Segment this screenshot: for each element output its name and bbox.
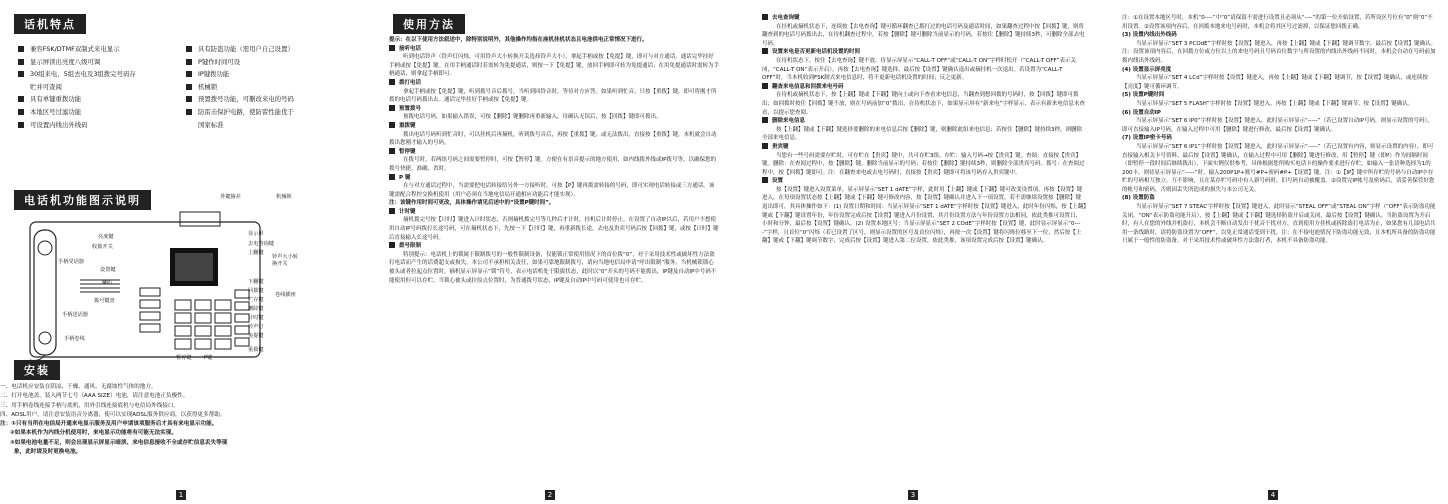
- section-head: (3) 设置内线出外线码: [1122, 32, 1177, 39]
- install-note: 注：①只有当所在电信局开通来电显示服务及用户申请该项服务后才具有来电显示功能。: [0, 421, 218, 428]
- label-speaker: 喇叭: [102, 280, 113, 286]
- features-left-list: [18, 43, 136, 131]
- section-body: 按【设置】键进入设置菜单，显示屏显示“SET 1 dATE”字样，此时用【上翻】键或【下翻】键可改变设置项，再按【设置】键进入，在每项设置状态按【上翻】键或【下翻】键可修改内容，按【设置】键确认并进入下一项设置，若不需继续设置按【删除】键退出即可，其具体操作如下：(1) 设置日期和时间：当显示屏显示“SET 1 dATE”字样时按【设置】键进入，此时年份闪烁，按【上翻】键或【下翻】键设置年份，年份设置完成后按【设置】键进入月份设置，其月份设置方法与年份设置方法相同，依此类推可设置日、小时和分钟，最后按【设置】键确认。(2) 设置本地区号：当显示屏显示“SET 2 COdE”字样时按【设置】键，此时显示屏显示“0----”字样，且首位“0”闪烁（若已设置了区号，则显示设置的区号及首位闪烁），再按一次【设置】键将闪烁位移至下一位，然后按【上翻】键或【下翻】键调节数字，完成后按【设置】键进入第二位设置，依此类推，该项设置完成后按【设置】键确认。: [762, 186, 1086, 245]
- label-dial-keys: 拨号键盘: [94, 298, 115, 304]
- label-store-key: 收拨开关: [92, 244, 113, 250]
- section-body: 当显示屏显示“SET 6 IP1”字样时按【设置】键进入，此时显示屏显示“-----”（若已设置有内容，则显示设置的内容），即可直接输入相关卡号资料，最后按【设置】键确认，在输入过程中可用【删除】键进行修改，用【暂停】键（即P）作为间隔时间（即暂停一段时间后继续拨出），下面实例仅供参考，具体根据您所购买电话卡的操作要求进行存贮。如输入一张语种选择为1的200卡，则待显示屏显示“-----”时，输入200P1P+账号#P+密码#P+【设置】键。注：①【IP】键中所存贮的号码与自动IP中存贮的号码相互独立，互不影响，且在某存贮号码中有人新号码时，旧号码自动被覆盖。②设置完IP帐号及密码后，请妥善保管好您的帐号和密码，否则因丢失所造成的损失与本公司无关。: [1122, 143, 1435, 193]
- section-body: 当显示屏显示“SET 6 IP0”字样时按【设置】键进入，此时显示屏显示“-----”（若已设置自动IP号码，则显示设置的号码），即可直接输入IP号码，在输入过程中可用【删除】键进行修改，最后按【设置】键确认。: [1122, 118, 1433, 133]
- section-head: 拨打电话: [389, 79, 719, 88]
- label-delete-key: 删除键: [248, 306, 264, 312]
- section-body: 预拨电话号码，如果输入错误，可按【删除】键删除再重新输入，待确认无误后，按【回拨】键即可拨出。: [403, 114, 662, 121]
- feature-item: 可设置内线出外线码: [18, 119, 136, 132]
- page-number: 3: [908, 490, 918, 500]
- label-cord: 手柄卷线: [64, 336, 85, 342]
- usage-intro: 提示：在以下使用方法叙述中，除特别说明外，其他操作均指在座机挂机状态且电池供电正常情况下进行。: [389, 37, 648, 43]
- label-recall-key: 回拨键: [248, 288, 264, 294]
- label-screen: 显示屏: [248, 231, 264, 237]
- label-hands-free: 手柄送话器: [62, 312, 88, 318]
- page-number: 1: [176, 490, 186, 500]
- section-head: 预置拨号: [389, 105, 719, 114]
- area-code-notes: 注：①在设置本地区号时，本机“0----”中“0”请保留不需进行设置且必须从“----”的第一位开始设置，若所设区号位有“0”则“0”不用设置。②设置该项内容后，在回拨本地来电号码时，本机会将其区号过滤掉，以保证您回拨正确。: [1122, 15, 1433, 30]
- handset: [34, 230, 56, 355]
- section-body: 摘机拨完号按【计时】键进入计时状态，否则摘机拨完号等几秒后才计时，挂机后计时停止。在设置了自动IP以后，若用户不想使用自动IP号码拨打长途号码，可在摘机状态下，先按一下【计时】键，再重新拨长途，去电及贵宾号码后按【回拨】键，或按【计时】键后直接输入长途号码。: [389, 217, 719, 241]
- section-head: 去电查询键: [762, 14, 1086, 23]
- keypad: [175, 300, 231, 349]
- section-head: (5) 设置P键时间: [1122, 92, 1165, 99]
- section-head: 设置: [762, 177, 1086, 186]
- label-set-key: 设置键: [100, 267, 116, 273]
- section-head: 设置来电是否更新电话机设置的时间: [762, 48, 1086, 57]
- page-number: 4: [1268, 490, 1278, 500]
- label-lock: 机械锁: [276, 194, 292, 200]
- page-number: 2: [545, 490, 555, 500]
- section-head: (8) 设置防盗: [1122, 195, 1155, 202]
- feature-item: 显示屏读出亮度八级可调: [18, 56, 136, 69]
- section-head: 翻查来电信息和回拨来电号码: [762, 83, 1086, 92]
- feature-item: 30组来电、5组去电及3组拨完号码存: [18, 68, 136, 81]
- page-3: [758, 0, 1088, 504]
- mechanical-lock: [180, 212, 220, 226]
- label-timer-key: 计时键: [248, 315, 264, 321]
- section-body: 在待机状态下，按住【去电查询】键不放，待显示屏显示“CALL-T OFF”或“CALL-T ON”字样时松开（“CALL-T OFF”表示关闭，“CALL-T ON”表示开启），再按【去电查询】键选择，最后按【设置】键确认退出或摘挂机一次退出。若设置为“CALL-T OFF”时，当本机收到FSK制式来电信息时，将不更新电话机设置的时间；反之更新。: [762, 57, 1077, 82]
- install-line: 二、打开电池盖，装入两节七号（AAA SIZE）电池，请注意电池正负极性。: [0, 393, 189, 400]
- page4-body: [1122, 14, 1438, 246]
- install-text: [0, 383, 360, 457]
- section-head: 计时键: [389, 208, 719, 217]
- label-redial: 重拨键: [248, 347, 264, 353]
- section-body: 特别提示：电话机上的锁属于限制拨号的一般性限制设备，仅能锁正常使用情况下的首位拨“0”，对于采用技术性或破坏性方法盗打电话而产生的话费超支或损失，本公司不承担相关责任，如果可靠地限制拨号，请向当地电信局申请“呼出限制”服务。当机械锁锁心被头或者拉起点位置时，摘机显示屏显示“锁”符号，表示电话机处于限拔状态，此时以“0”开头的号码不能拨出，IP键及自动IP中号码不能使用但可以存贮。当锁心被头或拉原点位置时，为普通拨号状态，IP键及自动IP中号码可使用也可存贮。: [389, 251, 717, 284]
- label-pause-key: 暂停键: [176, 355, 192, 361]
- feature-item: 具有防盗功能（需用户自己设置）: [186, 43, 294, 56]
- section-head: 删除来电信息: [762, 117, 1086, 126]
- feature-item: 具有单键重拨功能: [18, 93, 136, 106]
- label-store2: 贮存键: [248, 297, 264, 303]
- section-body: 在待机或摘机状态下，按【上翻】键或【下翻】键向上或向下查看来电信息，当翻查到想回拨的号码时，按【回拨】键即可拨出；如回拨时按住【回拨】键不放，则在号码前加“0”拨出，在待机状态下，如果显示屏有“新来电”字样显示，表示有新来电信息未查看，以提示您查阅。: [762, 92, 1085, 116]
- feature-item: IP键拨功能: [186, 68, 294, 81]
- label-up-key: 上翻键: [248, 250, 264, 256]
- page3-body: [762, 14, 1086, 246]
- section-body: 当您有一些号码需要存贮时，可存贮在【贵宾】键中，共可存贮3组。存贮：输入号码→按【贵宾】键。查阅：直接按【贵宾】键。删除：在查阅过程中，按【删除】键，删除当前显示的号码；若按住【删除】键持续3秒，则删除全部贵宾号码。拨号：在查阅过程中，按【回拨】键即可。注：在翻查来电或去电号码时，直接按【贵宾】键即可将该号码存入贵宾键中。: [762, 152, 1085, 176]
- speaker-grille: [80, 280, 120, 292]
- features-title: 话机特点: [14, 14, 86, 34]
- feature-item: P键作时间可设: [186, 56, 294, 69]
- section-head: 暂停键: [389, 148, 719, 157]
- install-line: 四、ADSL用户，请注意安装语音分离器，使可以实现ADSL服务供应商，以获得更多帮助。: [0, 411, 226, 418]
- section-body: 当显示屏显示“SET 7 STEAL”字样时按【设置】键进入，此时显示“STEAL OFF”或“STEAL ON”字样（“OFF”表示防盗功能关闭，“ON”表示防盗功能开启），按【上翻】键或【下翻】键选择防盗开启或关闭，最后按【设置】键确认。当防盗设置为开启时，有人在您的外线并机盗打，本机会不断自动发出干扰音干扰对方，直到使用方挂机或拆除盗打电话为止，如果您有几部电话共用一条线路时，请将防盗设置为“OFF”，以免正常通话受到干扰。注：在不接电池情况下防盗功能无效，且本机所具备的防盗功能只属于一般性的防盗备，对于采用技术性或破坏性方法盗打者，本机不具备防盗功能。: [1122, 204, 1436, 245]
- install-note: ③如果电池电量不足，则会出现显示屏显示暗淡、来电信息接收不全或存贮信息丢失等现: [10, 439, 228, 446]
- section-body: 在挂机或摘机状态下，连续按【去电查询】键可循环翻查已拨打过的电话号码及通话时间，如果翻查过程中按【回拨】键，则将翻查到的电话号码拨出去，在待机翻查过程中，若按【删除】键可删除当前显示的号码，若按住【删除】键持续3秒，可删除全部去电号码。: [762, 23, 1085, 47]
- section-body: 当显示屏显示“SET 3 PCOdE”字样时按【设置】键进入，再按【上翻】键或【下翻】键调节数字，最后按【设置】键确认。注：设置该项内容后，在回拨方位或方位以上的来电号码且号码首位数字与所设置的内线出外线码不同时，本机会自动在号码前加拨内线出外线码。: [1122, 40, 1436, 64]
- page-2: [385, 0, 721, 504]
- label-flash-key: 亮度键: [98, 234, 114, 240]
- section-head: (4) 设置显示屏亮度: [1122, 66, 1172, 73]
- label-ring-light: 铃声灯: [248, 324, 264, 330]
- page-1: [0, 0, 362, 504]
- section-head: 重拨键: [389, 122, 719, 131]
- label-p-key: P键: [204, 355, 213, 361]
- section-head: 接听电话: [389, 45, 719, 54]
- section-head: 贵宾键: [762, 143, 1086, 152]
- section-body: 在拨号时，若两组号码之间需要暂停时，可按【暂停】键。方便在有语音提示的地方使用，如内线拨外线或IP拨号等，以确保您的拨号快捷、准确、省时。: [389, 157, 716, 172]
- label-ring-switch: 铃声大小转换开关: [272, 254, 298, 267]
- section-body: 当显示屏显示“SET 4 LCd”字样时按【设置】键进入，再按【上翻】键或【下翻】键调节，按【设置】键确认，或连续按【亮度】键可循环调节。: [1122, 75, 1428, 90]
- page-4: [1118, 0, 1440, 504]
- label-display: 外键摘差: [220, 194, 241, 200]
- section-head: (6) 设置自动IP: [1122, 109, 1161, 116]
- install-line: 一、电话机应安装在阴凉、干燥、通风、无腐蚀性气体的地方。: [0, 384, 157, 390]
- install-line: 三、用手柄卷线连接手柄与底机，用外引线连接底机与电信局外线接口。: [0, 402, 180, 409]
- label-out-key: 去电查询键: [248, 241, 274, 247]
- label-handset: 手柄受话器: [58, 259, 84, 265]
- features-right-list: [186, 43, 294, 131]
- section-head: 拨号限制: [389, 242, 719, 251]
- section-head: (7) 设置IP密卡号码: [1122, 135, 1172, 142]
- section-body: 听到电话铃声（铃声灯闪烁，可用铃声大小转换开关选择铃声大小），拿起手柄或按【免提】键，即可与对方通话。通话完毕挂好手柄或按【免提】键。在用手柄通话时若需转为免提通话，则按一下【免提】键，放回手柄即可转为免提通话；在用免提通话时需转为手柄通话，则拿起手柄即可。: [389, 54, 720, 78]
- feature-item: 本地区号过滤功能: [18, 106, 136, 119]
- screen-inner: [175, 253, 213, 281]
- label-down-key: 下翻键: [248, 279, 264, 285]
- section-head: P 键: [389, 174, 719, 183]
- feature-item: 兼容FSK/DTMF双制式来电显示: [18, 43, 136, 56]
- section-body: 当显示屏显示“SET 5 FLASH”字样时按【设置】键进入，再按【上翻】键或【下翻】键调节，按【设置】键确认。: [1136, 100, 1414, 107]
- diagram-title: 电话机功能图示说明: [14, 190, 151, 210]
- section-note: 注：该键作用时间可更改，具体操作请见后述中的“设置P键时间”。: [389, 200, 555, 207]
- usage-title: 使用方法: [393, 14, 465, 34]
- section-body: 拨出电话号码听到忙音时，可以挂机后再摘机，听到拨号音后，再按【重拨】键，或无法拨出，直接按【重拨】键，本机就会自动拨出您刚才输入的号码。: [389, 131, 717, 147]
- install-note: ②如果本机作为内线分机使用时，来电显示功能将有可能无法实现。: [10, 430, 177, 437]
- feature-item: 防雷击保护电路，使防雷性能优于: [186, 106, 294, 119]
- label-curl-cord: 卷线插座: [275, 292, 296, 298]
- feature-item: 机械锁: [186, 81, 294, 94]
- install-title: 安装: [14, 360, 60, 380]
- feature-item: 国家标准: [198, 120, 224, 129]
- feature-item: 预置拨号功能，可删改来电的号码: [186, 93, 294, 106]
- usage-body: [389, 36, 719, 285]
- section-body: 在与对方通话过程中，当需要把电话转接给另外一方接听时，可按【P】键再拨需转接的号码，即可实现电话转接或三方通话。该键需配合程控交换机使用（用户必须在当地电信局开通相应功能后才能实现）。: [389, 183, 715, 198]
- install-note: 象，此时请及时更换电池。: [14, 449, 82, 456]
- section-body: 按【上翻】键或【下翻】键选择要删除的来电信息后按【删除】键，则删除此组来电信息；若按住【删除】键持续3秒，则删除全部来电信息。: [762, 126, 1083, 142]
- feature-item: 贮并可查阅: [30, 82, 62, 91]
- label-free-key: 免提键: [248, 333, 264, 339]
- section-body: 拿起手柄或按【免提】键，听到拨号音后拨号，当听到回铃音时，等待对方应答。如果听到忙音，只按【重拨】键，即可将刚才所拨的电话号码拨出去。通话完毕挂好手柄或按【免提】键。: [389, 88, 717, 104]
